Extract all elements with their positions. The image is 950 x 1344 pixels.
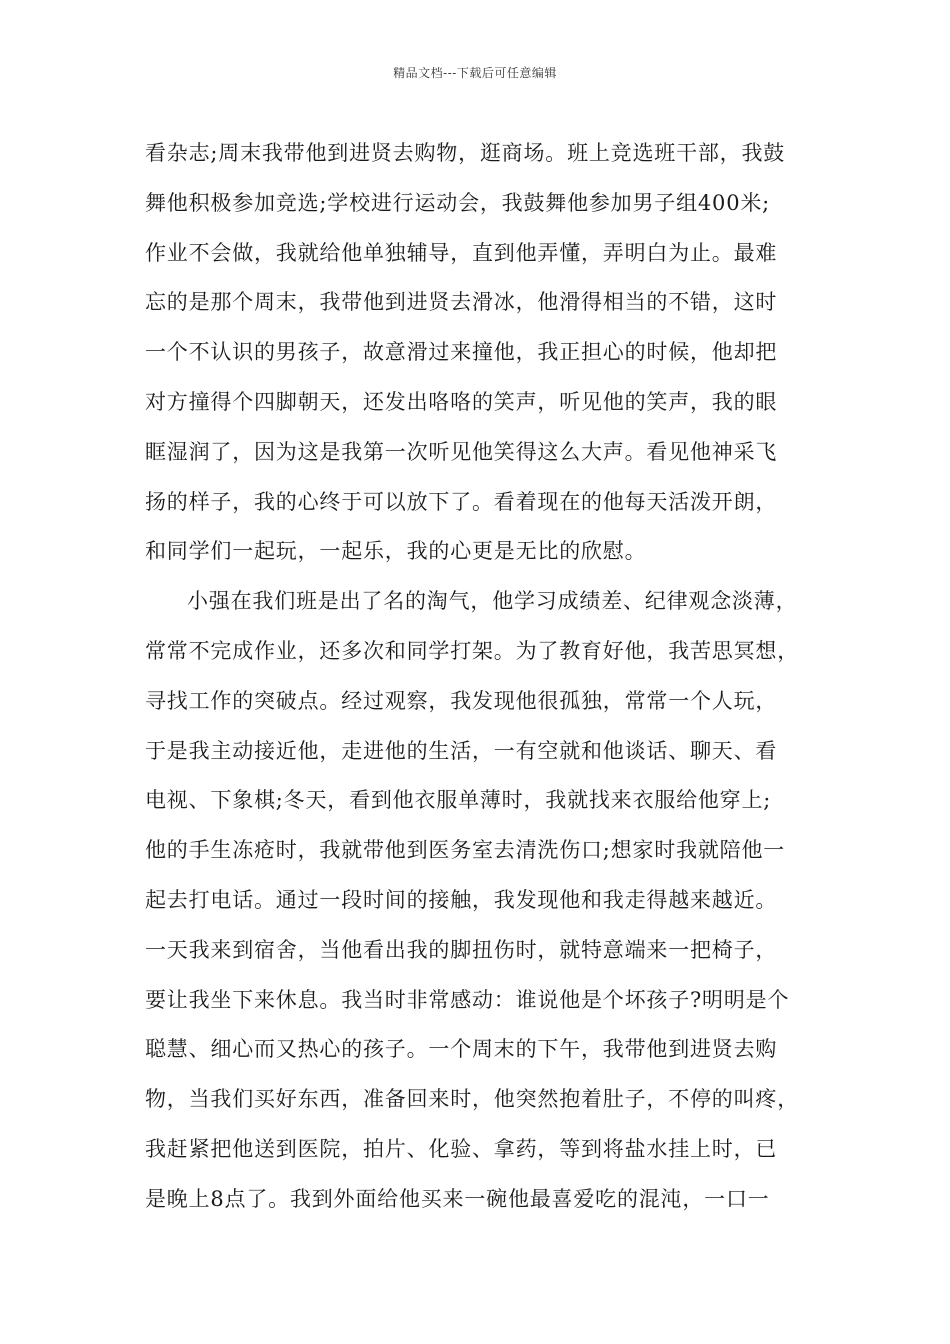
text-line: 寻找工作的突破点。经过观察，我发现他很孤独，常常一个人玩， — [145, 688, 778, 713]
text-line: 看杂志;周末我带他到进贤去购物，逛商场。班上竞选班干部，我鼓 — [145, 141, 786, 165]
text-line: 忘的是那个周末，我带他到进贤去滑冰，他滑得相当的不错，这时 — [145, 290, 778, 315]
text-line: 要让我坐下来休息。我当时非常感动：谁说他是个坏孩子?明明是个 — [145, 987, 790, 1012]
text-line: 电视、下象棋;冬天，看到他衣服单薄时，我就找来衣服给他穿上; — [145, 788, 772, 813]
text-line: 物，当我们买好东西，准备回来时，他突然抱着肚子，不停的叫疼， — [145, 1087, 799, 1112]
text-line: 聪慧、细心而又热心的孩子。一个周末的下午，我带他到进贤去购 — [145, 1037, 778, 1062]
page-header: 精品文档---下载后可任意编辑 — [393, 66, 557, 80]
text-line: 是晚上8点了。我到外面给他买来一碗他最喜爱吃的混沌，一口一 — [145, 1186, 770, 1211]
text-line: 于是我主动接近他，走进他的生活，一有空就和他谈话、聊天、看 — [145, 738, 778, 763]
paragraph-start-line: 小强在我们班是出了名的淘气，他学习成绩差、纪律观念淡薄， — [187, 589, 798, 614]
text-line: 眶湿润了，因为这是我第一次听见他笑得这么大声。看见他神采飞 — [145, 439, 778, 464]
text-line: 和同学们一起玩，一起乐，我的心更是无比的欣慰。 — [145, 539, 647, 564]
text-line: 一个不认识的男孩子，故意滑过来撞他，我正担心的时候，他却把 — [145, 340, 778, 365]
text-line: 起去打电话。通过一段时间的接触，我发现他和我走得越来越近。 — [145, 887, 778, 912]
text-line: 扬的样子，我的心终于可以放下了。看着现在的他每天活泼开朗， — [145, 489, 778, 514]
text-line: 一天我来到宿舍，当他看出我的脚扭伤时，就特意端来一把椅子， — [145, 937, 778, 962]
text-line: 对方撞得个四脚朝天，还发出咯咯的笑声，听见他的笑声，我的眼 — [145, 389, 778, 414]
text-line: 他的手生冻疮时，我就带他到医务室去清洗伤口;想家时我就陪他一 — [145, 838, 786, 863]
text-line: 作业不会做，我就给他单独辅导，直到他弄懂，弄明白为止。最难 — [145, 240, 778, 265]
text-line: 我赶紧把他送到医院，拍片、化验、拿药，等到将盐水挂上时，已 — [145, 1136, 778, 1161]
text-line: 常常不完成作业，还多次和同学打架。为了教育好他，我苦思冥想， — [145, 638, 799, 663]
document-body — [145, 133, 825, 1229]
text-line: 舞他积极参加竞选;学校进行运动会，我鼓舞他参加男子组400米; — [145, 190, 771, 215]
